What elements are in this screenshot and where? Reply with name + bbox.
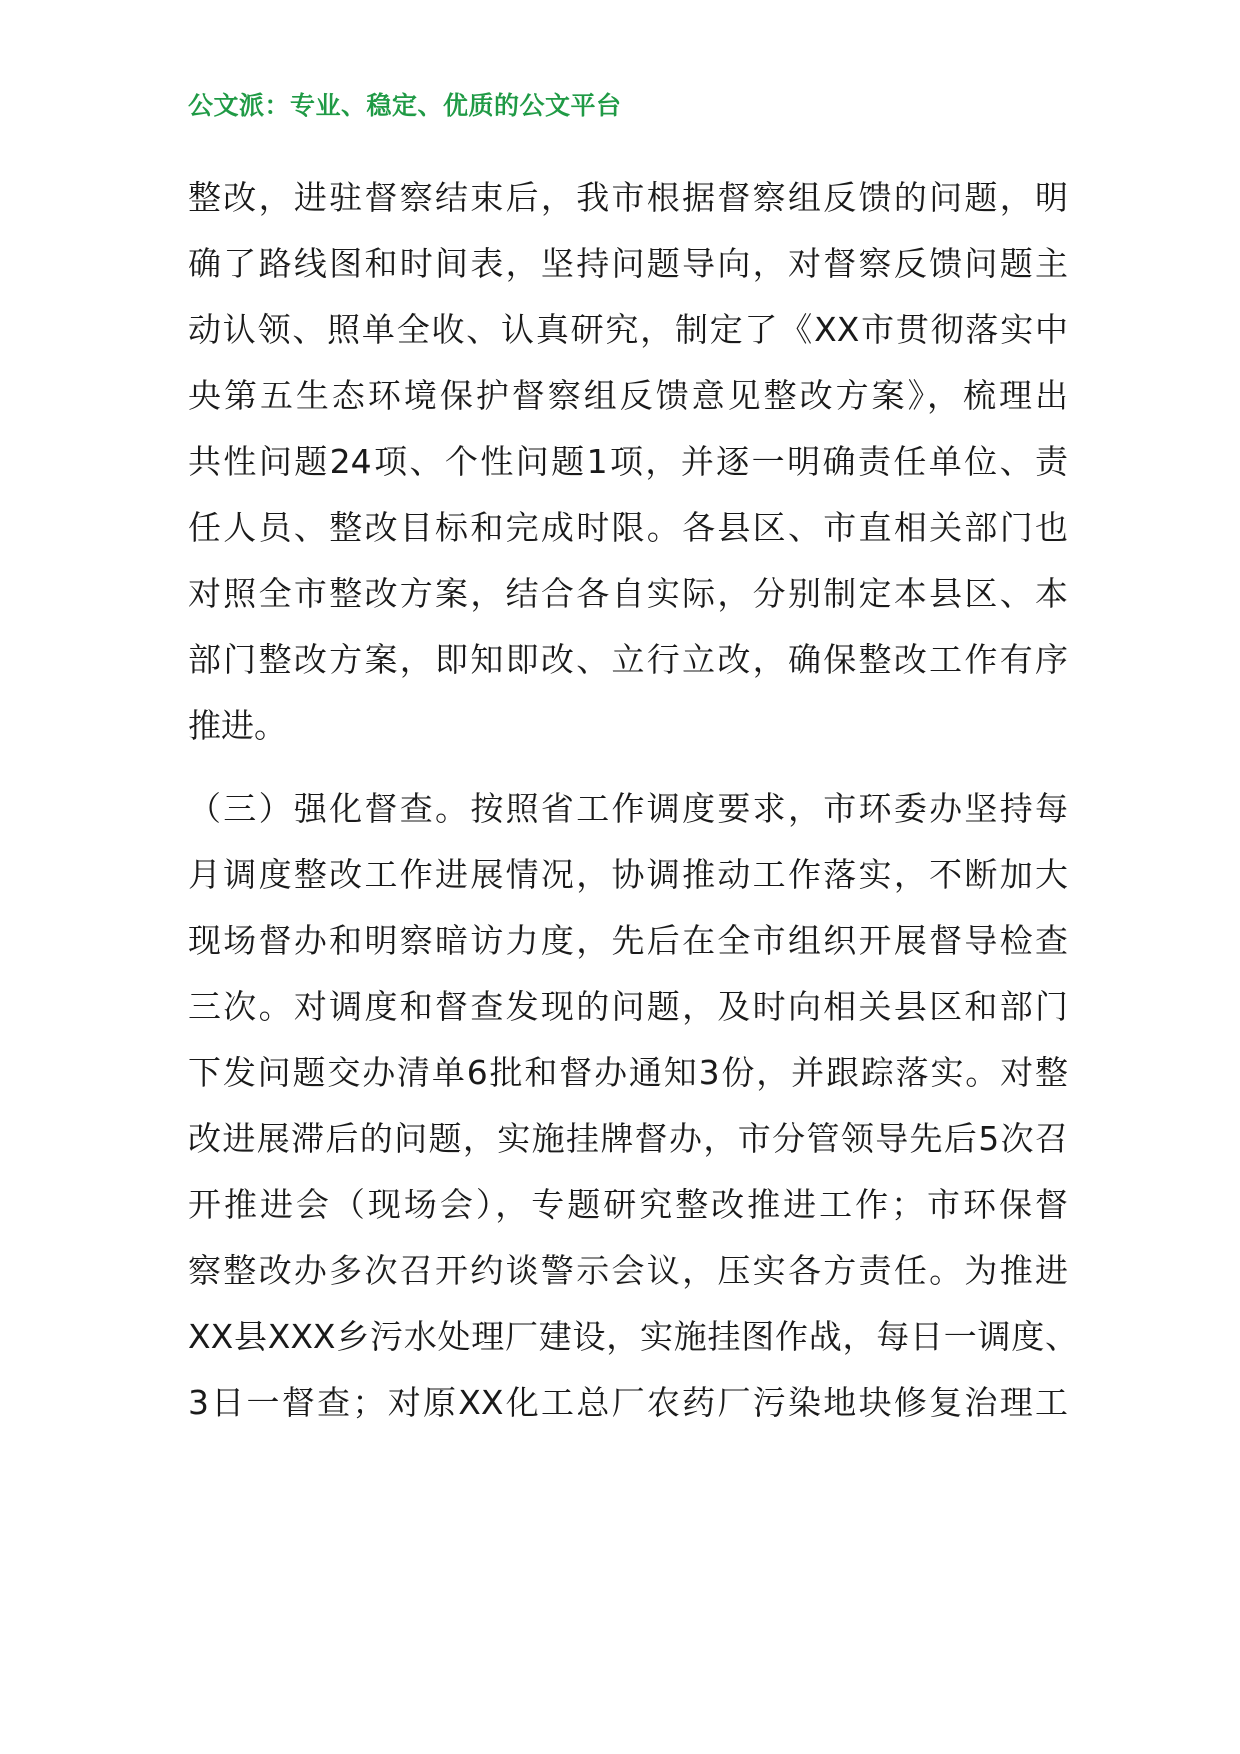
paragraph-1-line-5: 共性问题24项、个性问题1项，并逐一明确责任单位、责 xyxy=(188,442,1068,481)
paragraph-1-line-1: 整改，进驻督察结束后，我市根据督察组反馈的问题，明 xyxy=(188,178,1068,217)
page-header: 公文派：专业、稳定、优质的公文平台 xyxy=(188,91,622,120)
paragraph-2-line-6: 改进展滞后的问题，实施挂牌督办，市分管领导先后5次召 xyxy=(188,1119,1068,1158)
paragraph-1-line-7: 对照全市整改方案，结合各自实际，分别制定本县区、本 xyxy=(188,574,1068,613)
paragraph-2-line-7: 开推进会（现场会），专题研究整改推进工作；市环保督 xyxy=(188,1185,1068,1224)
paragraph-2-line-1: （三）强化督查。按照省工作调度要求，市环委办坚持每 xyxy=(188,789,1068,828)
paragraph-2-line-10: 3日一督查；对原XX化工总厂农药厂污染地块修复治理工 xyxy=(188,1383,1068,1422)
paragraph-1-line-9: 推进。 xyxy=(188,706,287,745)
paragraph-2-line-9: XX县XXX乡污水处理厂建设，实施挂图作战，每日一调度、 xyxy=(188,1317,1078,1356)
paragraph-2-line-8: 察整改办多次召开约谈警示会议，压实各方责任。为推进 xyxy=(188,1251,1068,1290)
paragraph-2-line-5: 下发问题交办清单6批和督办通知3份，并跟踪落实。对整 xyxy=(188,1053,1068,1092)
paragraph-1-line-6: 任人员、整改目标和完成时限。各县区、市直相关部门也 xyxy=(188,508,1068,547)
paragraph-1-line-4: 央第五生态环境保护督察组反馈意见整改方案》，梳理出 xyxy=(188,376,1068,415)
paragraph-1-line-8: 部门整改方案，即知即改、立行立改，确保整改工作有序 xyxy=(188,640,1068,679)
paragraph-2-line-4: 三次。对调度和督查发现的问题，及时向相关县区和部门 xyxy=(188,987,1068,1026)
paragraph-1-line-3: 动认领、照单全收、认真研究，制定了《XX市贯彻落实中 xyxy=(188,310,1068,349)
paragraph-1-line-2: 确了路线图和时间表，坚持问题导向，对督察反馈问题主 xyxy=(188,244,1068,283)
paragraph-2-line-3: 现场督办和明察暗访力度，先后在全市组织开展督导检查 xyxy=(188,921,1068,960)
paragraph-2-line-2: 月调度整改工作进展情况，协调推动工作落实，不断加大 xyxy=(188,855,1068,894)
